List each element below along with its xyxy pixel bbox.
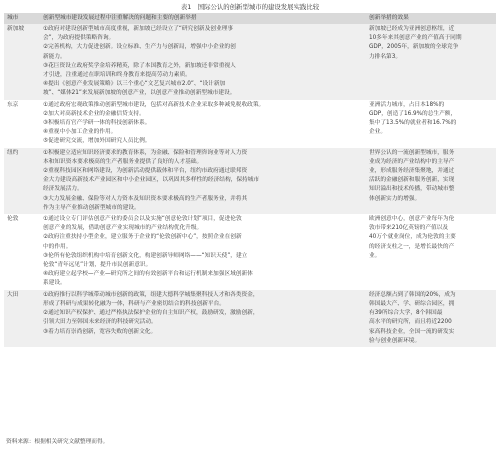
- measure-line: ②通过知识产权保护、通过严格执法保护企业的自主知识产权，鼓励研发，激励创新，: [43, 310, 259, 317]
- effect-line: 业，形成服务经济集聚地，并通过: [369, 168, 455, 175]
- header-city: 城市: [4, 13, 40, 24]
- measure-line: ③花巨资设立政府奖学金培养精英，除了本国教育之外，新加坡还非常重视人: [43, 62, 236, 69]
- effect-line: 敦市带来210亿英镑的产值以及: [369, 225, 449, 232]
- measure-line: ①政府推行以科学城带动城市创新的政策，组建大德科学城集聚科技人才和各类资金，: [43, 291, 259, 298]
- effect-line: 力排名第3。: [369, 53, 402, 60]
- measure-line: ④政府建立起学校—产业—研究所之间的有效创新平台和运行机制来加强区域创新体: [43, 271, 253, 278]
- effects-cell: [366, 214, 496, 290]
- measure-line: ①政府对建设创新型城市高度重视，新加坡已经设立了“研究创新及创业理事: [43, 26, 234, 32]
- measure-line: ③伦所有伦敦组织机构中培育创新文化，构建创新导师网络——“知识天使”，建立: [43, 252, 248, 259]
- measure-line: ②重视科技园区和网络建设，为创新活动提供载体和平台，纽约市政府通过联邦资: [43, 168, 248, 175]
- measure-line: ③着力培育崇尚创新，宽容失败的创新文化。: [43, 328, 157, 335]
- table-title: 表1 国际公认的创新型城市的建设发展实践比较: [180, 3, 320, 11]
- effect-line: 40万个就业岗位，成为伦敦的主要: [369, 234, 456, 241]
- measure-line: ③积极培育官产学研一体的科技创新体系。: [43, 120, 151, 127]
- effects-cell: [366, 100, 496, 148]
- measure-line: 中的作用。: [43, 243, 72, 250]
- measure-line: ⑤促进研究交流，增加外国研究人员比例。: [43, 138, 151, 145]
- table-header-row: [4, 13, 496, 24]
- measure-line: ②加大对高新技术企业的金融信贷支持。: [43, 110, 145, 117]
- effect-line: 10多年来其创意产业的产值高于同期: [369, 35, 462, 42]
- effects-cell: [366, 24, 496, 100]
- measure-line: 伦敦“青年远见”计划，提升市民创新意识。: [43, 262, 152, 269]
- effect-line: 有39所综合大学，8个韩国最: [369, 310, 443, 317]
- measure-line: 创意产业的发展，借助创意产业实现城市的产业结构优化升级。: [43, 225, 203, 232]
- measure-line: 经济发展活力。: [43, 186, 83, 193]
- effect-line: 世界公认的一流创新型城市，服务: [369, 149, 455, 156]
- effect-line: 活跃的金融创新和服务创新，实现: [369, 177, 455, 184]
- measure-line: ①通过政府宏观政策推动创新型城市建设，包括对高新技术企业采取多种减免税收政策。: [43, 101, 265, 108]
- effect-line: 经济总额占到了韩国的20%，成为: [369, 291, 456, 298]
- effect-line: 韩国最大产、学、研综合园区，拥: [369, 300, 455, 307]
- table-row: [4, 100, 496, 148]
- measure-line: ②政府注重扶持小型企业，建立服务于企业的“伦敦创新中心”，按照企业在创新: [43, 234, 242, 241]
- effect-line: 家高科技企业，全国一流的研发实: [369, 328, 455, 335]
- measure-line: 会”，为政府提供策略咨询。: [43, 35, 115, 42]
- city-cell: 新加坡: [4, 24, 40, 100]
- city-cell: 纽约: [4, 148, 40, 214]
- source-note: 资料来源：根据相关研究文献整理而得。: [6, 439, 109, 445]
- effects-cell: [366, 148, 496, 214]
- effect-line: 业。: [369, 252, 381, 259]
- measures-cell: [40, 290, 366, 347]
- table-body: [4, 24, 496, 347]
- effect-line: 欧洲创意中心，创意产业每年为伦: [369, 216, 455, 223]
- city-cell: 伦敦: [7, 216, 19, 223]
- measure-line: ④重视中小加工企业的作用。: [43, 129, 117, 136]
- measure-line: ②完善机构，大力促进创新。设立标准、生产力与创新局，增强中小企业的创: [43, 44, 236, 51]
- city-cell: 大田: [4, 290, 40, 347]
- measure-line: 作为主导产业推动创新型城市的建设。: [43, 204, 140, 211]
- table-row: [4, 24, 496, 100]
- header-measures: 创新型城市建设发展过程中注重解决的问题和主要的创新举措: [40, 13, 366, 24]
- measure-line: 新能力。: [43, 53, 66, 60]
- effect-line: 亚洲活力城市，占日本18%的: [369, 101, 445, 108]
- measure-line: 才引进，注重通过在职培训和终身教育来提高劳动力素质。: [43, 72, 191, 79]
- measure-line: 形成了科研与成果转化融为一体，科研与产业密切结合的科技创新平台。: [43, 300, 225, 307]
- measures-cell: [40, 148, 366, 214]
- measures-cell: [40, 100, 366, 148]
- effect-line: 的经济支柱之一，是增长最快的产: [369, 243, 455, 250]
- table-row: [4, 148, 496, 214]
- measures-cell: [40, 214, 366, 290]
- effect-line: GDP，创造了16.9%的总生产额，: [369, 110, 457, 117]
- effects-cell: [366, 290, 496, 347]
- measure-line: 引领大田力至韩国未来经济的科技研究活动。: [43, 319, 157, 326]
- measure-line: 坡”、“媒体21”来发展新加坡的创意产业，以创意产业推动创新型城市建设。: [43, 90, 236, 97]
- effect-line: 知识溢出和技术传播，带动城市整: [369, 186, 455, 193]
- effect-line: 体创新实力的增强。: [369, 195, 421, 202]
- comparison-table: [4, 13, 496, 347]
- table-row: [4, 290, 496, 347]
- effect-line: 业成为经济的产业结构中的主导产: [369, 158, 455, 165]
- measure-line: 系建设。: [43, 280, 66, 287]
- measure-line: ①积极建立适应知识经济要求的教育体系，为金融、保险和管理咨询业等对人力资: [43, 149, 248, 156]
- measure-line: ③大力发展金融、保险等对人力资本及知识资本要求极高的生产者服务业，并将其: [43, 195, 248, 202]
- measure-line: 金大力建设高新技术产业园区和中小企业园区，以巩固其多样性的经济结构，保持城市: [43, 177, 260, 184]
- effect-line: 验与创业创新环境。: [369, 337, 421, 344]
- city-cell: 东京: [7, 101, 19, 108]
- effect-line: 新加坡已经成为亚洲创意枢纽，近: [369, 26, 455, 32]
- measure-line: 本和知识资本要求极高的生产者服务业提供了良好的人才基础。: [43, 158, 203, 165]
- effect-line: 企业。: [369, 129, 387, 136]
- measure-line: ④提出《创意产业发展策略》以三个重心“文艺复兴城市2.0”、“设计新加: [43, 81, 226, 88]
- effect-line: 高水平的研究所，而且将近2200: [369, 319, 452, 326]
- header-effects: 创新举措的效果: [366, 13, 496, 24]
- table-row: [4, 214, 496, 290]
- measures-cell: [40, 24, 366, 100]
- effect-line: 集中了13.5%的就业者和16.7%的: [369, 120, 457, 127]
- effect-line: GDP，2005年，新加坡的全球竞争: [369, 44, 459, 51]
- measure-line: ①通过设立专门评估创意产业的委员会以及实施“创意伦敦计划”项目，促进伦敦: [43, 216, 242, 223]
